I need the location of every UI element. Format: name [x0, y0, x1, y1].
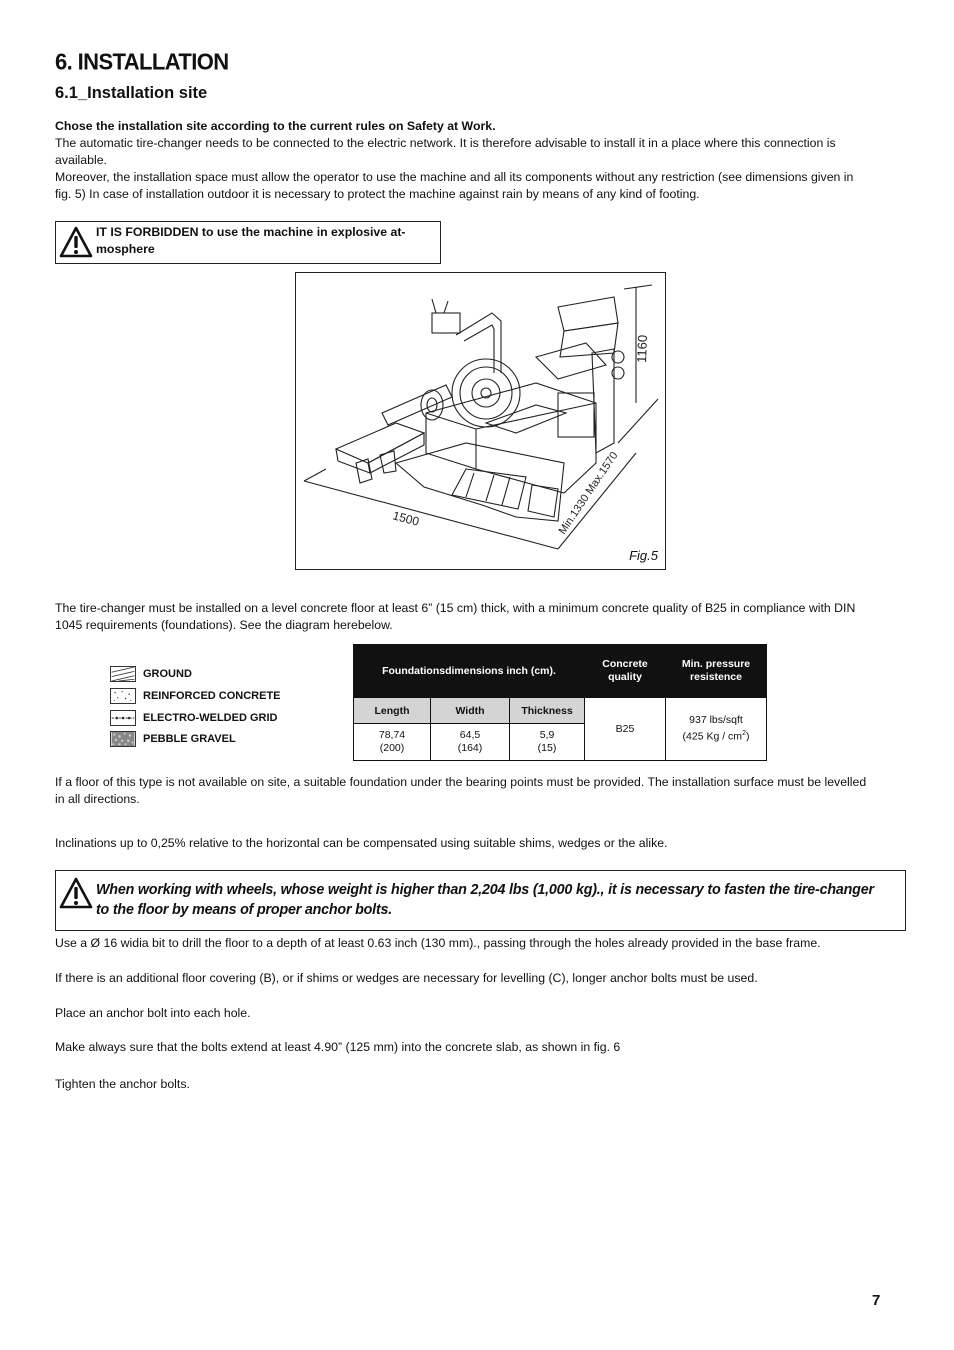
warning-triangle-icon: [59, 226, 93, 258]
grid-lines-icon: [110, 710, 136, 726]
intro-paragraph-line: available.: [55, 153, 107, 167]
inclination-paragraph: Inclinations up to 0,25% relative to the horizontal can be compensated using suitable shims, wedges or the alike.: [55, 836, 668, 850]
gravel-texture-icon: [110, 731, 136, 747]
foundation-paragraph-line: If a floor of this type is not available on site, a suitable foundation under the bearing points must be provided. The installation surface must be levelled: [55, 775, 867, 789]
legend-label: PEBBLE GRAVEL: [143, 733, 236, 745]
legend-label: ELECTRO-WELDED GRID: [143, 712, 278, 724]
warning-text-line: When working with wheels, whose weight is higher than 2,204 lbs (1,000 kg)., it is necessary to fasten the tire-changer: [96, 882, 874, 898]
figure-caption: Fig.5: [629, 548, 658, 563]
figure-5: [295, 272, 666, 570]
floor-paragraph-line: 1045 requirements (foundations). See the diagram herebelow.: [55, 618, 393, 632]
subsection-heading: 6.1_Installation site: [55, 84, 208, 102]
legend-item-reinforced-concrete: [110, 687, 281, 705]
legend-label: REINFORCED CONCRETE: [143, 690, 281, 702]
length-dimension: 1500: [391, 508, 421, 529]
concrete-dots-icon: [110, 688, 136, 704]
foundation-paragraph-line: in all directions.: [55, 792, 140, 806]
step-bolt-depth: Make always sure that the bolts extend at least 4.90” (125 mm) into the concrete slab, as shown in fig. 6: [55, 1040, 621, 1054]
intro-paragraph-line: The automatic tire-changer needs to be connected to the electric network. It is therefore advisable to install it in a place where this connection is: [55, 136, 836, 150]
floor-paragraph-line: The tire-changer must be installed on a level concrete floor at least 6” (15 cm) thick, with a minimum concrete quality of B25 in compliance with DIN: [55, 601, 856, 615]
table-cell: 937 lbs/sqft (425 Kg / $cm^2$): [666, 698, 767, 761]
legend-label: GROUND: [143, 668, 192, 680]
table-header: Foundationsdimensions inch (cm).: [354, 645, 585, 698]
table-subheader: Thickness: [510, 698, 585, 724]
table-cell: 64,5 (164): [431, 724, 510, 761]
legend-item-ground: [110, 665, 192, 683]
table-subheader: Length: [354, 698, 431, 724]
intro-paragraph-line: Moreover, the installation space must allow the operator to use the machine and all its components without any restriction (see dimensions given in: [55, 170, 854, 184]
anchor-bolt-warning-box: [55, 870, 906, 931]
table-header: Concrete quality: [585, 645, 666, 698]
warning-text-line: IT IS FORBIDDEN to use the machine in explosive at-: [96, 225, 406, 239]
intro-paragraph-line: fig. 5) In case of installation outdoor it is necessary to protect the machine against rain by means of any kind of footing.: [55, 187, 700, 201]
warning-text-line: mosphere: [96, 242, 155, 256]
legend-item-electro-welded-grid: [110, 709, 277, 727]
page-number: 7: [872, 1292, 881, 1309]
table-cell: 78,74 (200): [354, 724, 431, 761]
legend-item-pebble-gravel: [110, 730, 236, 748]
height-dimension: 1160: [634, 334, 650, 364]
warning-text-line: to the floor by means of proper anchor bolts.: [96, 902, 393, 918]
width-dimension: Min.1330 Max.1570: [556, 449, 621, 537]
table-header: Min. pressure resistence: [666, 645, 767, 698]
table-subheader: Width: [431, 698, 510, 724]
section-heading: 6. INSTALLATION: [55, 48, 229, 75]
table-cell: 5,9 (15): [510, 724, 585, 761]
step-drill: Use a Ø 16 widia bit to drill the floor to a depth of at least 0.63 inch (130 mm)., passing through the holes already provided in the base frame.: [55, 936, 821, 950]
step-tighten: Tighten the anchor bolts.: [55, 1077, 190, 1091]
ground-hatch-icon: [110, 666, 136, 682]
warning-triangle-icon: [59, 877, 93, 909]
table-cell: B25: [585, 698, 666, 761]
safety-rules-line: Chose the installation site according to the current rules on Safety at Work.: [55, 119, 496, 133]
tire-changer-drawing: [296, 273, 665, 569]
step-place-bolt: Place an anchor bolt into each hole.: [55, 1006, 251, 1020]
explosive-warning-box: [55, 221, 441, 264]
foundation-table: [353, 644, 767, 761]
step-longer-bolts: If there is an additional floor covering (B), or if shims or wedges are necessary for levelling (C), longer anchor bolts must be used.: [55, 971, 758, 985]
